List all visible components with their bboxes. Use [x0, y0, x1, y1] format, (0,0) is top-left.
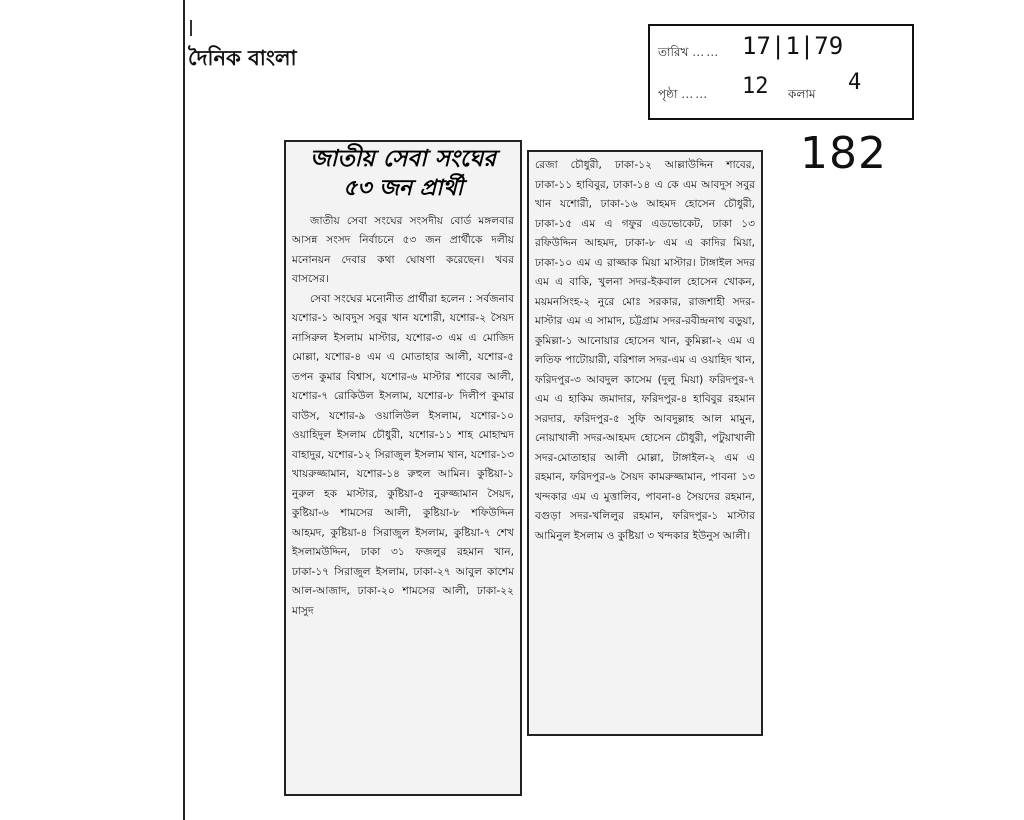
- stamp-column-label: কলাম: [788, 87, 816, 101]
- margin-tick-mark: [190, 20, 192, 36]
- stamp-dots: ……: [681, 87, 710, 101]
- stamp-date-label: তারিখ: [658, 45, 689, 59]
- article-headline-line1: জাতীয় সেবা সংঘের: [310, 145, 496, 172]
- stamp-column-row: [788, 86, 815, 106]
- article-clipping-right: [527, 150, 763, 736]
- candidates-paragraph: সেবা সংঘের মনোনীত প্রার্থীরা হলেন : সর্বজনাব যশোর-১ আবদুস সবুর খান যশোরী, যশোর-২ সৈয়দ নাসিরুল ইসলাম মাস্টার, যশোর-৩ এম এ মোজিদ মোল্লা, যশোর-৪ এম এ মোতাহার আলী, যশোর-৫ তপন কুমার বিশ্বাস, যশোর-৬ মাস্টার শাবের আলী, যশোর-৭ রোকিউল ইসলাম, যশোর-৮ দিলীপ কুমার বাউস, যশোর-৯ ওয়ালিউল ইসলাম, যশোর-১০ ওয়াহিদুল ইসলাম চৌধুরী, যশোর-১১ শাহ মোহাম্মদ বাহাদুর, যশোর-১২ সিরাজুল ইসলাম খান, যশোর-১৩ খায়রুজ্জামান, যশোর-১৪ রুহুল আমিন। কুষ্টিয়া-১ নুরুল হক মাস্টার, কুষ্টিয়া-৫ নুরুজ্জামান সৈয়দ, কুষ্টিয়া-৬ শামসের আলী, কুষ্টিয়া-৮ শফিউদ্দিন আহমদ, কুষ্টিয়া-৪ সিরাজুল ইসলাম, কুষ্টিয়া-৭ শেখ ইসলামউদ্দিন, ঢাকা ৩১ ফজলুর রহমান খান, ঢাকা-১৭ সিরাজুল ইসলাম, ঢাকা-২৭ আবুল কাশেম আল-আজাদ, ঢাকা-২০ শামসের আলী, ঢাকা-২২ মাসুদ: [292, 292, 514, 617]
- date-stamp: [648, 24, 914, 120]
- stamp-page-label: পৃষ্ঠা: [658, 87, 678, 101]
- lead-paragraph: জাতীয় সেবা সংঘের সংসদীয় বোর্ড মঙ্গলবার আসন্ন সংসদ নির্বাচনে ৫৩ জন প্রার্থীকে দলীয় মনোনয়ন দেবার কথা ঘোষণা করেছেন। খবর বাসসের।: [292, 214, 514, 286]
- newspaper-name: দৈনিক বাংলা: [188, 46, 297, 70]
- stamp-date-row: [658, 44, 720, 64]
- stamp-column-value: 4: [848, 70, 862, 95]
- continuation-paragraph: রেজা চৌধুরী, ঢাকা-১২ আল্লাউদ্দিন শাবের, ঢাকা-১১ হাবিবুর, ঢাকা-১৪ এ কে এম আবদুস সবুর খান যশোরী, ঢাকা-১৬ আহমদ হোসেন চৌধুরী, ঢাকা-১৫ এম এ গফুর এডভোকেট, ঢাকা ১৩ রফিউদ্দিন আহমদ, ঢাকা-৮ এম এ কাদির মিয়া, ঢাকা-১০ এম এ রাজ্জাক মিয়া মাস্টার। টাঙ্গাইল সদর এম এ বাকি, খুলনা সদর-ইকবাল হোসেন খোকন, ময়মনসিংহ-২ নুরে মোঃ সরকার, রাজশাহী সদর-মাস্টার এম এ সামাদ, চট্টগ্রাম সদর-রবীন্দ্রনাথ বড়ুয়া, কুমিল্লা-১ আনোয়ার হোসেন খান, কুমিল্লা-২ এম এ লতিফ পাটোয়ারী, বরিশাল সদর-এম এ ওয়াহিদ খান, ফরিদপুর-৩ আবদুল কাসেম (দুলু মিয়া) ফরিদপুর-৭ এম এ হাকিম জমাদার, ফরিদপুর-৪ হাবিবুর রহমান সরদার, ফরিদপুর-৫ সুফি আবদুল্লাহ আল মামুন, নোয়াখালী সদর-আহমদ হোসেন চৌধুরী, পটুয়াখালী সদর-মোতাহার আলী মোল্লা, টাঙ্গাইল-২ এম এ রহমান, ফরিদপুর-৬ সৈয়দ কামরুজ্জামান, পাবনা ১৩ খন্দকার এম এ মুত্তালিব, পাবনা-৪ সৈয়দের রহমান, বগুড়া সদর-খলিলুর রহমান, ফরিদপুর-১ মাস্টার আমিনুল ইসলাম ও কুষ্টিয়া ৩ খন্দকার ইউনুস আলী।: [535, 159, 755, 542]
- stamp-date-value: 17|1|79: [742, 32, 844, 60]
- margin-rule: [183, 0, 185, 820]
- article-headline-line2: ৫৩ জন প্রার্থী: [342, 175, 464, 202]
- stamp-page-value: 12: [742, 74, 769, 99]
- article-clipping-left: [284, 140, 522, 796]
- stamp-page-row: [658, 86, 709, 106]
- article-body-right: [529, 156, 761, 546]
- article-body-left: [286, 212, 520, 622]
- stamp-dots: ……: [692, 45, 721, 59]
- handwritten-number: 182: [800, 128, 887, 179]
